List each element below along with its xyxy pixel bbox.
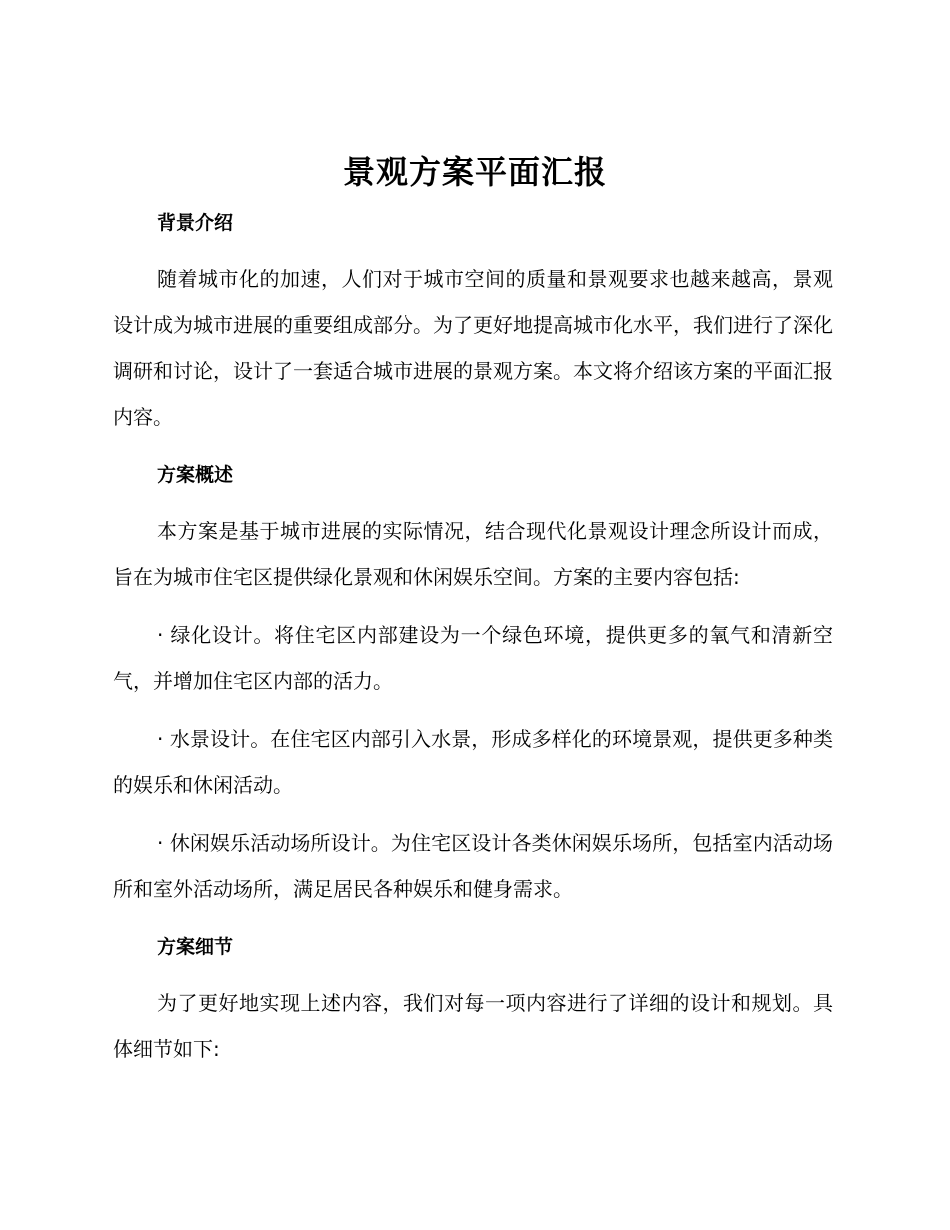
document-title: 景观方案平面汇报 [342, 153, 607, 191]
background-paragraph: 随着城市化的加速，人们对于城市空间的质量和景观要求也越来越高，景观设计成为城市进展的重要组成部分。为了更好地提高城市化水平，我们进行了深化调研和讨论，设计了一套适合城市进展的景观方案。本文将介绍该方案的平面汇报内容。 [113, 267, 833, 429]
document-body [113, 200, 833, 1072]
section-heading-details: 方案细节 [157, 936, 234, 958]
section-heading-background: 背景介绍 [157, 212, 234, 234]
list-item: · 休闲娱乐活动场所设计。为住宅区设计各类休闲娱乐场所，包括室内活动场所和室外活动场所，满足居民各种娱乐和健身需求。 [113, 831, 833, 901]
details-paragraph: 为了更好地实现上述内容，我们对每一项内容进行了详细的设计和规划。具体细节如下: [113, 991, 833, 1061]
list-item: · 水景设计。在住宅区内部引入水景，形成多样化的环境景观，提供更多种类的娱乐和休闲活动。 [113, 727, 833, 797]
section-heading-overview: 方案概述 [157, 464, 234, 486]
list-item: · 绿化设计。将住宅区内部建设为一个绿色环境，提供更多的氧气和清新空气，并增加住宅区内部的活力。 [113, 623, 833, 693]
overview-paragraph: 本方案是基于城市进展的实际情况，结合现代化景观设计理念所设计而成，旨在为城市住宅区提供绿化景观和休闲娱乐空间。方案的主要内容包括: [113, 519, 833, 589]
